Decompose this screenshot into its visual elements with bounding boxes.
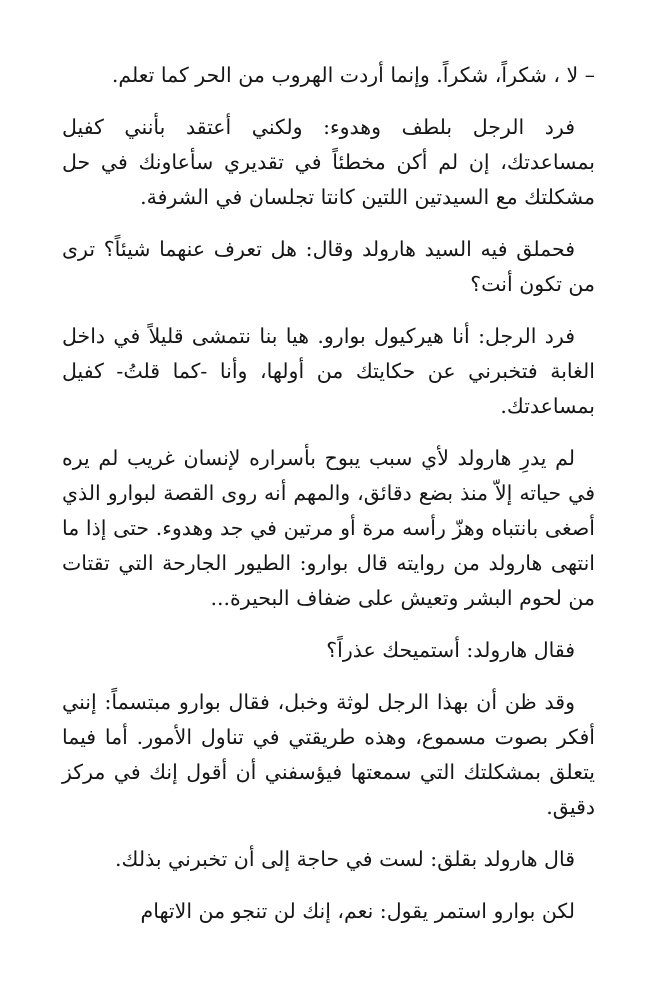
paragraph-6: فقال هارولد: أستميحك عذراً؟ — [326, 638, 575, 662]
paragraph-8: قال هارولد بقلق: لست في حاجة إلى أن تخبرني بذلك. — [115, 847, 575, 871]
paragraph-1: – لا ، شكراً، شكراً. وإنما أردت الهروب من الحر كما تعلم. — [111, 63, 595, 87]
paragraph-7: وقد ظن أن بهذا الرجل لوثة وخبل، فقال بوارو مبتسماً: إنني أفكر بصوت مسموع، وهذه طريقتي في تناول الأمور. أما فيما يتعلق بمشكلتك التي سمعتها فيؤسفني أن أقول إنك في مركز دقيق. — [62, 690, 595, 819]
paragraph-4: فرد الرجل: أنا هيركيول بوارو. هيا بنا نتمشى قليلاً في داخل الغابة فتخبرني عن حكايتك من أولها، وأنا -كما قلتُ- كفيل بمساعدتك. — [62, 324, 595, 418]
paragraph-9: لكن بوارو استمر يقول: نعم، إنك لن تنجو من الاتهام — [140, 899, 575, 923]
paragraph-5: لم يدرِ هارولد لأي سبب يبوح بأسراره لإنسان غريب لم يره في حياته إلاّ منذ بضع دقائق، والمهم أنه روى القصة لبوارو الذي أصغى بانتباه وهزّ رأسه مرة أو مرتين في جد وهدوء. حتى إذا ما انتهى هارولد من روايته قال بوارو: الطيور الجارحة التي تقتات من لحوم البشر وتعيش على ضفاف البحيرة... — [62, 446, 595, 610]
paragraph-2: فرد الرجل بلطف وهدوء: ولكني أعتقد بأنني كفيل بمساعدتك، إن لم أكن مخطئاً في تقديري سأعاونك في حل مشكلتك مع السيدتين اللتين كانتا تجلسان في الشرفة. — [62, 115, 595, 209]
book-page — [62, 58, 595, 946]
paragraph-3: فحملق فيه السيد هارولد وقال: هل تعرف عنهما شيئاً؟ ترى من تكون أنت؟ — [62, 237, 595, 296]
